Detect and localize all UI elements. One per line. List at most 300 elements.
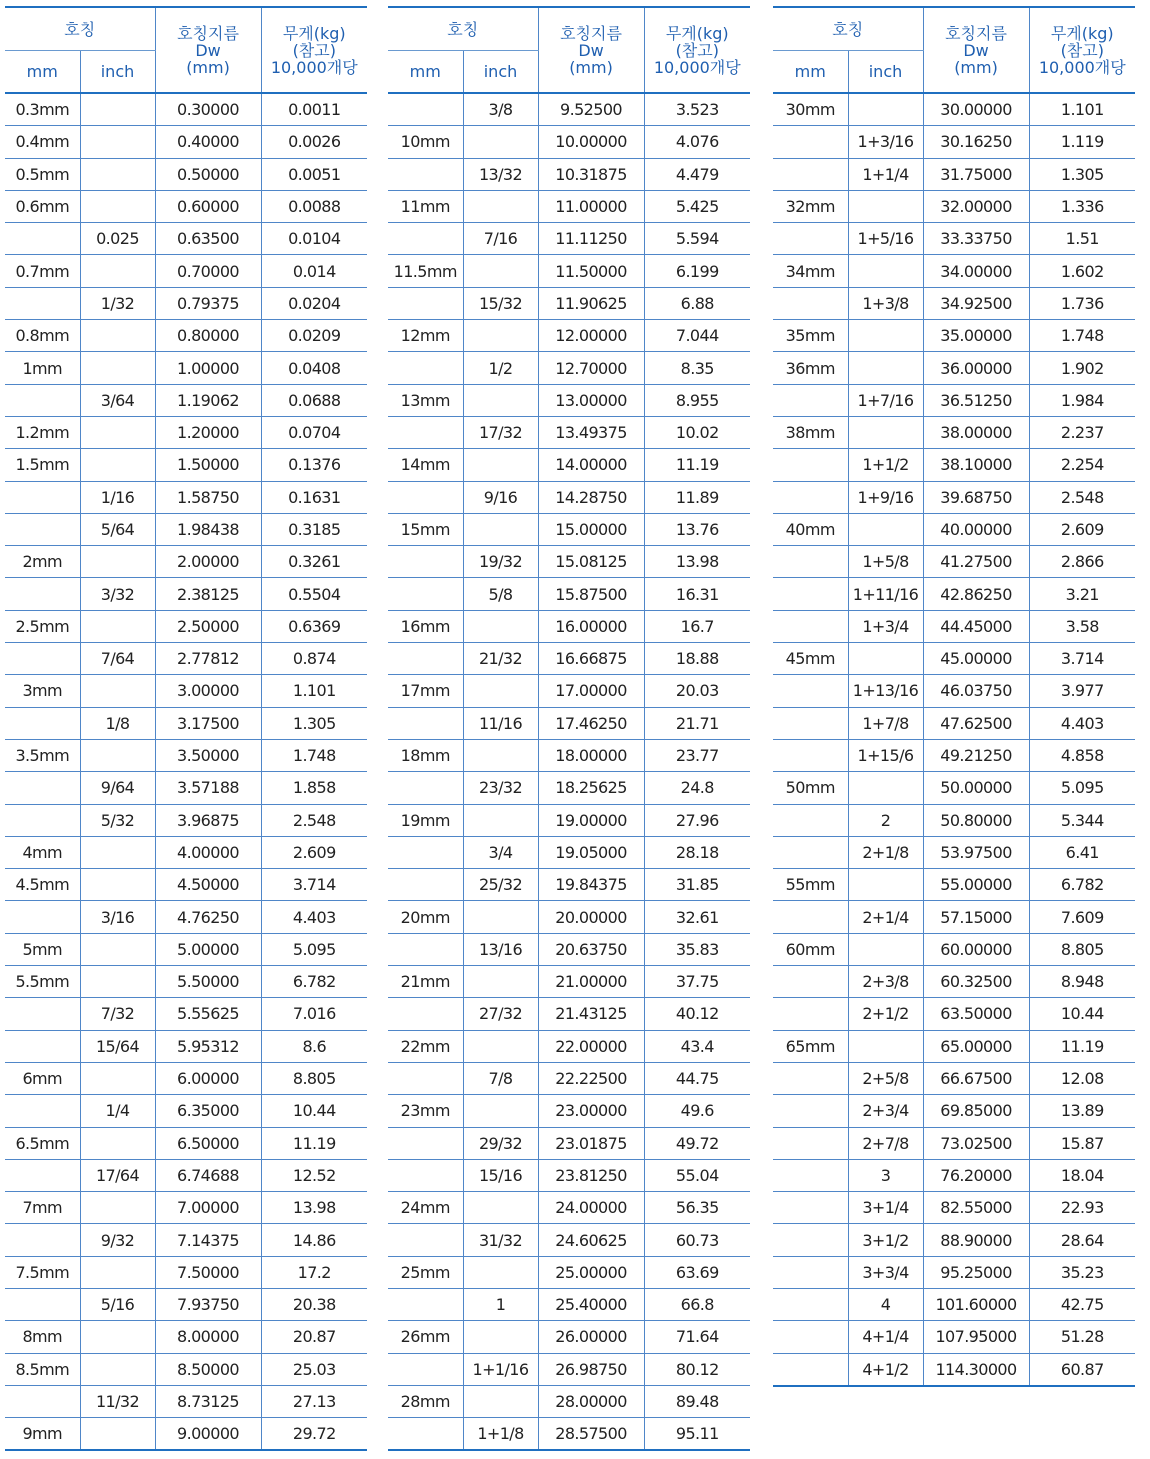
- cell-mm: 40mm: [773, 513, 848, 545]
- cell-mm: [388, 1159, 463, 1191]
- cell-inch: 1+3/4: [848, 610, 923, 642]
- cell-inch: [848, 933, 923, 965]
- cell-inch: 1+1/8: [463, 1418, 538, 1451]
- cell-diameter: 7.50000: [155, 1256, 261, 1288]
- table-row: [388, 320, 750, 352]
- cell-diameter: 42.86250: [923, 578, 1029, 610]
- cell-diameter: 16.00000: [538, 610, 644, 642]
- cell-diameter: 0.63500: [155, 223, 261, 255]
- cell-mm: 30mm: [773, 93, 848, 126]
- cell-weight: 0.3261: [261, 546, 367, 578]
- cell-weight: 0.0688: [261, 384, 367, 416]
- cell-weight: 13.89: [1029, 1095, 1135, 1127]
- cell-diameter: 34.00000: [923, 255, 1029, 287]
- table-row: [5, 546, 367, 578]
- cell-mm: [773, 1321, 848, 1353]
- cell-diameter: 69.85000: [923, 1095, 1029, 1127]
- cell-inch: [80, 546, 155, 578]
- cell-weight: 8.805: [261, 1062, 367, 1094]
- cell-diameter: 82.55000: [923, 1192, 1029, 1224]
- cell-mm: 0.3mm: [5, 93, 80, 126]
- cell-inch: 2+1/4: [848, 901, 923, 933]
- cell-weight: 20.87: [261, 1321, 367, 1353]
- cell-inch: [463, 1095, 538, 1127]
- table-row: [388, 384, 750, 416]
- cell-inch: [463, 1256, 538, 1288]
- cell-inch: 1+5/8: [848, 546, 923, 578]
- cell-inch: [80, 1256, 155, 1288]
- table-row: [773, 513, 1135, 545]
- cell-diameter: 2.00000: [155, 546, 261, 578]
- cell-inch: [848, 320, 923, 352]
- table-row: [773, 190, 1135, 222]
- cell-diameter: 20.63750: [538, 933, 644, 965]
- table-row: [773, 966, 1135, 998]
- cell-diameter: 30.16250: [923, 126, 1029, 158]
- cell-inch: [463, 739, 538, 771]
- table-row: [388, 190, 750, 222]
- cell-inch: 1+11/16: [848, 578, 923, 610]
- table-row: [388, 1095, 750, 1127]
- cell-inch: [80, 1062, 155, 1094]
- cell-diameter: 63.50000: [923, 998, 1029, 1030]
- cell-weight: 23.77: [644, 739, 750, 771]
- cell-diameter: 13.00000: [538, 384, 644, 416]
- cell-mm: [388, 836, 463, 868]
- cell-diameter: 30.00000: [923, 93, 1029, 126]
- cell-inch: 1+9/16: [848, 481, 923, 513]
- cell-weight: 8.955: [644, 384, 750, 416]
- table-row: [773, 772, 1135, 804]
- cell-weight: 31.85: [644, 869, 750, 901]
- cell-mm: 20mm: [388, 901, 463, 933]
- table-row: [388, 675, 750, 707]
- table-row: [773, 610, 1135, 642]
- cell-weight: 7.044: [644, 320, 750, 352]
- cell-inch: 1/8: [80, 707, 155, 739]
- cell-inch: 3/8: [463, 93, 538, 126]
- cell-diameter: 1.98438: [155, 513, 261, 545]
- cell-mm: 2.5mm: [5, 610, 80, 642]
- cell-inch: 3+3/4: [848, 1256, 923, 1288]
- cell-weight: 0.0704: [261, 416, 367, 448]
- cell-mm: 4.5mm: [5, 869, 80, 901]
- cell-inch: [848, 869, 923, 901]
- cell-diameter: 49.21250: [923, 739, 1029, 771]
- cell-weight: 1.858: [261, 772, 367, 804]
- cell-diameter: 25.40000: [538, 1288, 644, 1320]
- cell-mm: [388, 223, 463, 255]
- cell-inch: 7/64: [80, 643, 155, 675]
- cell-weight: 1.748: [1029, 320, 1135, 352]
- cell-mm: [773, 223, 848, 255]
- header-inch: inch: [80, 51, 155, 94]
- cell-diameter: 23.00000: [538, 1095, 644, 1127]
- table-row: [388, 933, 750, 965]
- cell-mm: [5, 1385, 80, 1417]
- cell-diameter: 39.68750: [923, 481, 1029, 513]
- cell-mm: [5, 1030, 80, 1062]
- table-row: [773, 1095, 1135, 1127]
- cell-mm: [388, 578, 463, 610]
- cell-diameter: 1.20000: [155, 416, 261, 448]
- cell-diameter: 1.19062: [155, 384, 261, 416]
- cell-mm: 35mm: [773, 320, 848, 352]
- table-row: [773, 481, 1135, 513]
- cell-weight: 89.48: [644, 1385, 750, 1417]
- table-row: [388, 352, 750, 384]
- cell-mm: [388, 481, 463, 513]
- cell-mm: 11.5mm: [388, 255, 463, 287]
- cell-inch: 3+1/2: [848, 1224, 923, 1256]
- cell-diameter: 5.95312: [155, 1030, 261, 1062]
- cell-weight: 1.902: [1029, 352, 1135, 384]
- cell-inch: 11/32: [80, 1385, 155, 1417]
- cell-mm: 1.2mm: [5, 416, 80, 448]
- cell-mm: 45mm: [773, 643, 848, 675]
- table-row: [388, 772, 750, 804]
- cell-inch: [463, 449, 538, 481]
- cell-mm: [773, 1159, 848, 1191]
- cell-diameter: 11.90625: [538, 287, 644, 319]
- cell-inch: 31/32: [463, 1224, 538, 1256]
- cell-inch: 3/16: [80, 901, 155, 933]
- cell-weight: 29.72: [261, 1418, 367, 1451]
- cell-mm: 14mm: [388, 449, 463, 481]
- table-row: [5, 804, 367, 836]
- cell-weight: 0.874: [261, 643, 367, 675]
- cell-inch: 1+7/16: [848, 384, 923, 416]
- cell-mm: [5, 707, 80, 739]
- cell-inch: [848, 352, 923, 384]
- cell-diameter: 19.05000: [538, 836, 644, 868]
- cell-inch: [463, 384, 538, 416]
- table-row: [388, 804, 750, 836]
- cell-inch: 3+1/4: [848, 1192, 923, 1224]
- cell-mm: 21mm: [388, 966, 463, 998]
- cell-weight: 7.609: [1029, 901, 1135, 933]
- cell-mm: 8.5mm: [5, 1353, 80, 1385]
- cell-inch: 1+1/2: [848, 449, 923, 481]
- cell-diameter: 3.57188: [155, 772, 261, 804]
- table-row: [5, 320, 367, 352]
- cell-mm: 36mm: [773, 352, 848, 384]
- cell-weight: 5.095: [1029, 772, 1135, 804]
- cell-weight: 55.04: [644, 1159, 750, 1191]
- table-row: [388, 739, 750, 771]
- table-row: [773, 869, 1135, 901]
- cell-mm: [773, 578, 848, 610]
- table-row: [388, 998, 750, 1030]
- cell-diameter: 41.27500: [923, 546, 1029, 578]
- cell-diameter: 1.50000: [155, 449, 261, 481]
- cell-weight: 60.73: [644, 1224, 750, 1256]
- cell-diameter: 11.00000: [538, 190, 644, 222]
- cell-diameter: 12.70000: [538, 352, 644, 384]
- cell-inch: 2+3/4: [848, 1095, 923, 1127]
- table-row: [5, 1127, 367, 1159]
- cell-diameter: 3.17500: [155, 707, 261, 739]
- table-row: [5, 1385, 367, 1417]
- table-row: [5, 869, 367, 901]
- cell-mm: [5, 384, 80, 416]
- cell-mm: 18mm: [388, 739, 463, 771]
- cell-weight: 0.1376: [261, 449, 367, 481]
- cell-weight: 1.305: [261, 707, 367, 739]
- cell-mm: 6mm: [5, 1062, 80, 1094]
- cell-weight: 20.03: [644, 675, 750, 707]
- cell-diameter: 60.32500: [923, 966, 1029, 998]
- cell-diameter: 15.87500: [538, 578, 644, 610]
- cell-inch: [80, 93, 155, 126]
- cell-diameter: 9.00000: [155, 1418, 261, 1451]
- cell-weight: 0.0051: [261, 158, 367, 190]
- table-row: [5, 1062, 367, 1094]
- cell-weight: 25.03: [261, 1353, 367, 1385]
- cell-inch: 21/32: [463, 643, 538, 675]
- cell-mm: [773, 998, 848, 1030]
- ball-size-table-1: [5, 6, 367, 1451]
- cell-weight: 66.8: [644, 1288, 750, 1320]
- cell-inch: [80, 255, 155, 287]
- cell-mm: [5, 643, 80, 675]
- cell-diameter: 7.14375: [155, 1224, 261, 1256]
- cell-inch: [80, 739, 155, 771]
- table-row: [773, 1192, 1135, 1224]
- table-row: [773, 933, 1135, 965]
- cell-mm: 32mm: [773, 190, 848, 222]
- cell-inch: 15/16: [463, 1159, 538, 1191]
- cell-mm: 4mm: [5, 836, 80, 868]
- table-row: [773, 126, 1135, 158]
- table-row: [773, 804, 1135, 836]
- cell-weight: 12.08: [1029, 1062, 1135, 1094]
- cell-diameter: 6.74688: [155, 1159, 261, 1191]
- cell-diameter: 36.00000: [923, 352, 1029, 384]
- cell-diameter: 3.96875: [155, 804, 261, 836]
- table-row: [388, 1127, 750, 1159]
- cell-mm: [773, 287, 848, 319]
- table-row: [773, 384, 1135, 416]
- cell-diameter: 5.00000: [155, 933, 261, 965]
- table-row: [5, 707, 367, 739]
- cell-weight: 44.75: [644, 1062, 750, 1094]
- cell-diameter: 2.50000: [155, 610, 261, 642]
- table-row: [388, 1030, 750, 1062]
- cell-inch: [80, 190, 155, 222]
- cell-weight: 11.19: [1029, 1030, 1135, 1062]
- cell-diameter: 32.00000: [923, 190, 1029, 222]
- cell-weight: 63.69: [644, 1256, 750, 1288]
- table-row: [773, 320, 1135, 352]
- cell-inch: [463, 513, 538, 545]
- cell-diameter: 8.00000: [155, 1321, 261, 1353]
- cell-inch: 3/4: [463, 836, 538, 868]
- cell-weight: 35.83: [644, 933, 750, 965]
- cell-weight: 3.714: [261, 869, 367, 901]
- cell-mm: [773, 1062, 848, 1094]
- cell-diameter: 11.11250: [538, 223, 644, 255]
- cell-weight: 3.714: [1029, 643, 1135, 675]
- table-row: [773, 836, 1135, 868]
- cell-diameter: 2.38125: [155, 578, 261, 610]
- header-nominal: 호칭: [5, 7, 155, 51]
- cell-mm: [773, 1127, 848, 1159]
- cell-weight: 1.119: [1029, 126, 1135, 158]
- cell-diameter: 12.00000: [538, 320, 644, 352]
- cell-mm: 15mm: [388, 513, 463, 545]
- cell-mm: [388, 1418, 463, 1451]
- cell-inch: 4+1/2: [848, 1353, 923, 1386]
- cell-inch: [463, 675, 538, 707]
- cell-weight: 6.782: [1029, 869, 1135, 901]
- cell-inch: [463, 320, 538, 352]
- cell-mm: 0.6mm: [5, 190, 80, 222]
- cell-diameter: 0.40000: [155, 126, 261, 158]
- cell-inch: 0.025: [80, 223, 155, 255]
- cell-weight: 0.0408: [261, 352, 367, 384]
- table-row: [5, 287, 367, 319]
- table-row: [388, 901, 750, 933]
- cell-weight: 4.858: [1029, 739, 1135, 771]
- cell-mm: [773, 449, 848, 481]
- table-row: [5, 384, 367, 416]
- cell-inch: [463, 190, 538, 222]
- cell-inch: [80, 449, 155, 481]
- cell-diameter: 17.00000: [538, 675, 644, 707]
- cell-inch: 13/32: [463, 158, 538, 190]
- cell-diameter: 15.08125: [538, 546, 644, 578]
- table-row: [773, 1127, 1135, 1159]
- cell-diameter: 8.73125: [155, 1385, 261, 1417]
- cell-weight: 95.11: [644, 1418, 750, 1451]
- cell-inch: 5/32: [80, 804, 155, 836]
- cell-diameter: 95.25000: [923, 1256, 1029, 1288]
- cell-mm: 7.5mm: [5, 1256, 80, 1288]
- cell-diameter: 10.00000: [538, 126, 644, 158]
- cell-weight: 1.984: [1029, 384, 1135, 416]
- header-inch: inch: [848, 51, 923, 94]
- cell-diameter: 33.33750: [923, 223, 1029, 255]
- cell-diameter: 24.00000: [538, 1192, 644, 1224]
- cell-weight: 27.96: [644, 804, 750, 836]
- cell-weight: 40.12: [644, 998, 750, 1030]
- cell-weight: 14.86: [261, 1224, 367, 1256]
- cell-mm: [388, 158, 463, 190]
- cell-weight: 2.254: [1029, 449, 1135, 481]
- cell-weight: 5.594: [644, 223, 750, 255]
- cell-mm: 1mm: [5, 352, 80, 384]
- table-row: [388, 1353, 750, 1385]
- table-row: [388, 449, 750, 481]
- cell-diameter: 101.60000: [923, 1288, 1029, 1320]
- cell-weight: 1.336: [1029, 190, 1135, 222]
- cell-diameter: 0.70000: [155, 255, 261, 287]
- cell-diameter: 6.35000: [155, 1095, 261, 1127]
- cell-weight: 20.38: [261, 1288, 367, 1320]
- cell-diameter: 25.00000: [538, 1256, 644, 1288]
- cell-inch: [848, 255, 923, 287]
- cell-mm: [388, 998, 463, 1030]
- table-row: [773, 1288, 1135, 1320]
- cell-mm: [5, 998, 80, 1030]
- header-mm: mm: [388, 51, 463, 94]
- cell-inch: 7/8: [463, 1062, 538, 1094]
- cell-diameter: 6.50000: [155, 1127, 261, 1159]
- cell-diameter: 53.97500: [923, 836, 1029, 868]
- cell-mm: 5.5mm: [5, 966, 80, 998]
- header-inch: inch: [463, 51, 538, 94]
- table-row: [388, 966, 750, 998]
- cell-inch: 1+5/16: [848, 223, 923, 255]
- table-row: [388, 1159, 750, 1191]
- cell-mm: 11mm: [388, 190, 463, 222]
- cell-mm: [5, 772, 80, 804]
- cell-inch: 17/32: [463, 416, 538, 448]
- cell-mm: [773, 546, 848, 578]
- cell-diameter: 7.00000: [155, 1192, 261, 1224]
- cell-diameter: 88.90000: [923, 1224, 1029, 1256]
- cell-diameter: 3.50000: [155, 739, 261, 771]
- cell-weight: 2.548: [1029, 481, 1135, 513]
- cell-inch: 1+15/6: [848, 739, 923, 771]
- header-mm: mm: [5, 51, 80, 94]
- header-weight: 무게(kg) (참고) 10,000개당: [261, 7, 367, 93]
- cell-mm: [773, 610, 848, 642]
- table-row: [773, 643, 1135, 675]
- cell-weight: 6.782: [261, 966, 367, 998]
- cell-mm: [388, 93, 463, 126]
- cell-diameter: 3.00000: [155, 675, 261, 707]
- cell-weight: 11.19: [261, 1127, 367, 1159]
- header-weight: 무게(kg) (참고) 10,000개당: [1029, 7, 1135, 93]
- cell-mm: 19mm: [388, 804, 463, 836]
- table-row: [388, 158, 750, 190]
- cell-weight: 2.609: [1029, 513, 1135, 545]
- cell-weight: 1.602: [1029, 255, 1135, 287]
- cell-diameter: 34.92500: [923, 287, 1029, 319]
- cell-weight: 56.35: [644, 1192, 750, 1224]
- cell-weight: 10.44: [261, 1095, 367, 1127]
- cell-diameter: 57.15000: [923, 901, 1029, 933]
- cell-weight: 35.23: [1029, 1256, 1135, 1288]
- cell-weight: 6.41: [1029, 836, 1135, 868]
- cell-diameter: 0.79375: [155, 287, 261, 319]
- header-mm: mm: [773, 51, 848, 94]
- ball-size-table-2: [388, 6, 750, 1451]
- table-row: [5, 1321, 367, 1353]
- table-row: [773, 739, 1135, 771]
- cell-mm: [773, 481, 848, 513]
- cell-inch: 2: [848, 804, 923, 836]
- cell-weight: 8.6: [261, 1030, 367, 1062]
- cell-inch: 2+1/2: [848, 998, 923, 1030]
- cell-weight: 8.805: [1029, 933, 1135, 965]
- cell-mm: [773, 836, 848, 868]
- cell-mm: [5, 287, 80, 319]
- cell-mm: 10mm: [388, 126, 463, 158]
- cell-mm: 38mm: [773, 416, 848, 448]
- cell-weight: 1.101: [1029, 93, 1135, 126]
- cell-inch: [463, 1192, 538, 1224]
- cell-diameter: 4.50000: [155, 869, 261, 901]
- cell-weight: 43.4: [644, 1030, 750, 1062]
- cell-mm: 0.4mm: [5, 126, 80, 158]
- table-row: [5, 449, 367, 481]
- table-row: [5, 416, 367, 448]
- cell-mm: 22mm: [388, 1030, 463, 1062]
- table-row: [773, 93, 1135, 126]
